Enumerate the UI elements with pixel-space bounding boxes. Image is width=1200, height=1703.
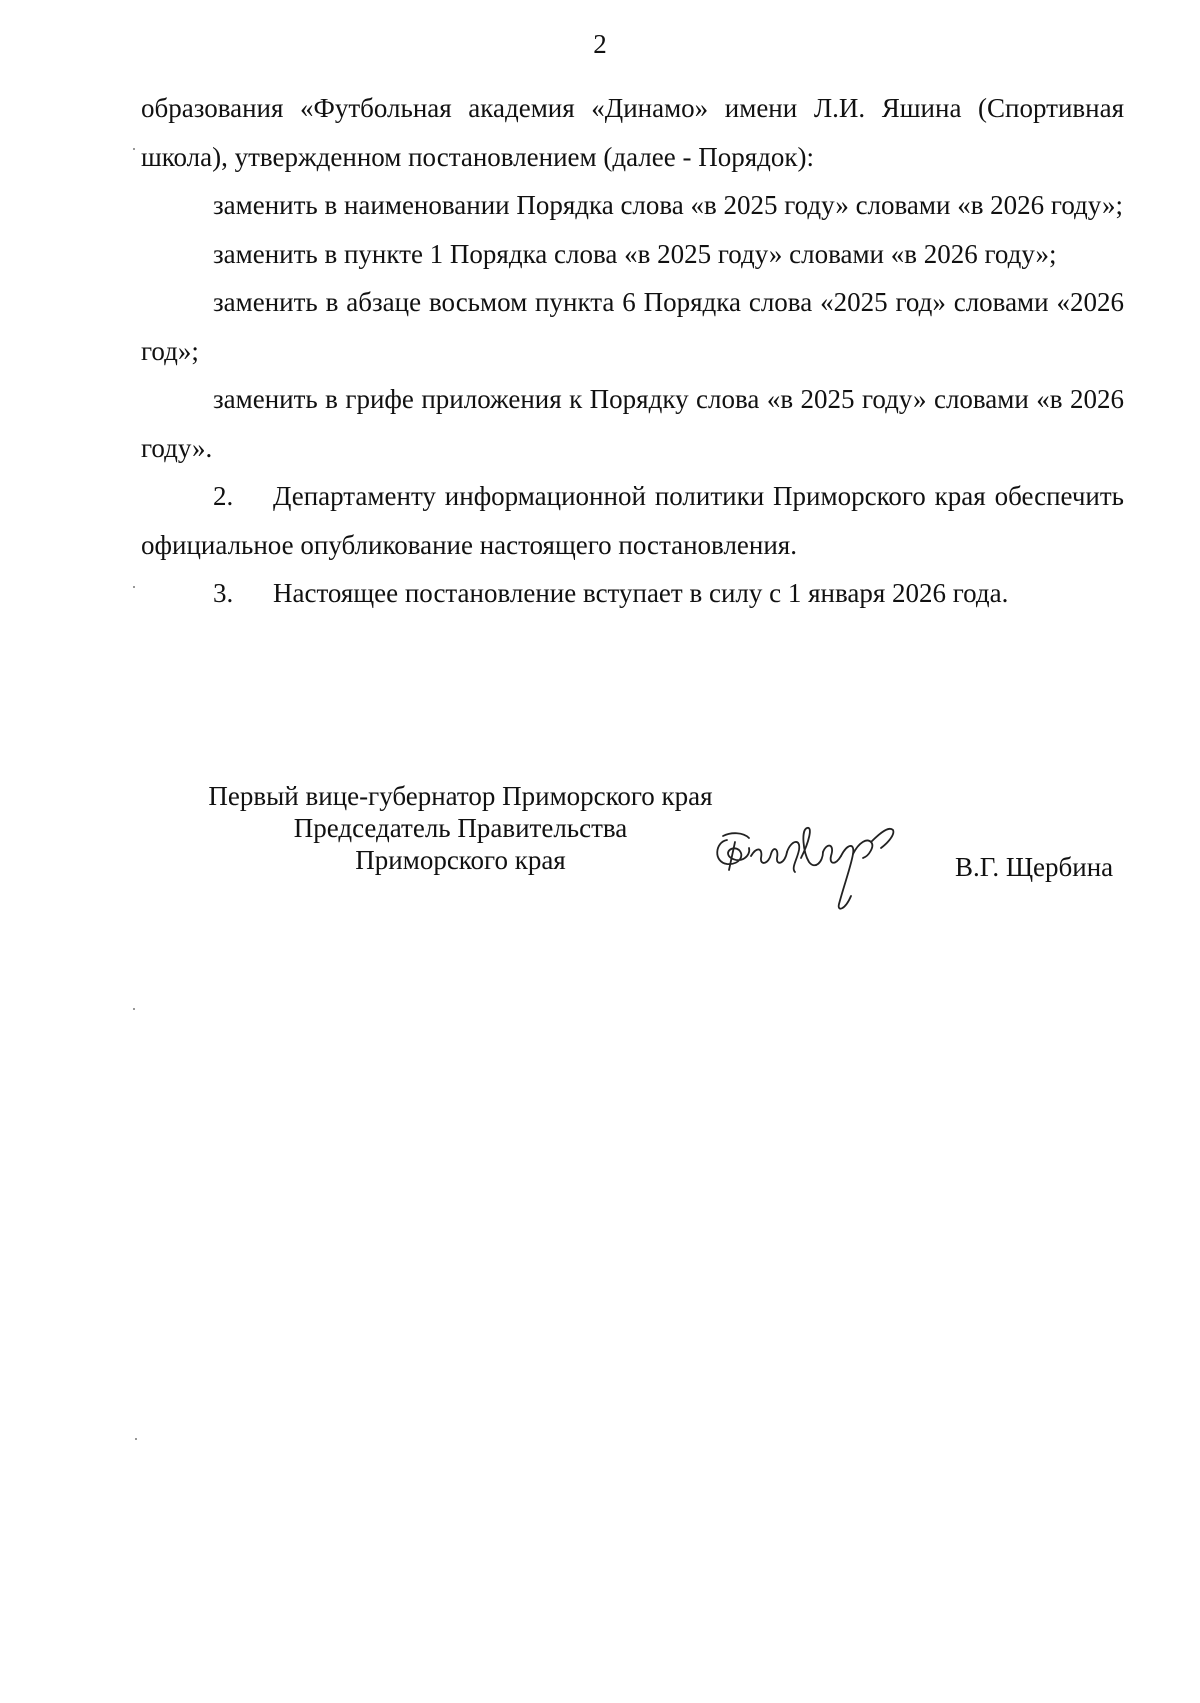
paragraph-amendment-title: заменить в наименовании Порядка слова «в 2025 году» словами «в 2026 году»; xyxy=(213,190,1123,220)
item-number: 2. xyxy=(213,481,234,511)
paragraph-amendment-appendix: заменить в грифе приложения к Порядку слова «в 2025 году» словами «в 2026 году». xyxy=(141,384,1124,463)
item-text: Настоящее постановление вступает в силу с 1 января 2026 года. xyxy=(273,578,1009,608)
scan-speck xyxy=(133,586,135,588)
numbered-item-2 xyxy=(141,472,1124,569)
paragraph-amendment-point-1: заменить в пункте 1 Порядка слова «в 2025 году» словами «в 2026 году»; xyxy=(213,238,1057,269)
page-number: 2 xyxy=(593,29,607,59)
numbered-item-3 xyxy=(141,569,1124,618)
scan-speck xyxy=(133,148,135,150)
item-text: Департаменту информационной политики Приморского края обеспечить официальное опубликование настоящего постановления. xyxy=(141,481,1124,560)
signer-name: В.Г. Щербина xyxy=(955,852,1114,882)
document-body xyxy=(141,84,1124,618)
signatory-position xyxy=(188,780,733,876)
paragraph-continuation: образования «Футбольная академия «Динамо» имени Л.И. Яшина (Спортивная школа), утвержденном постановлением (далее - Порядок): xyxy=(141,93,1124,172)
position-line: Приморского края xyxy=(355,845,566,875)
scan-speck xyxy=(135,1438,137,1440)
handwritten-signature-icon xyxy=(705,812,935,922)
position-line: Председатель Правительства xyxy=(293,813,628,843)
scan-speck xyxy=(133,1008,135,1010)
position-line: Первый вице-губернатор Приморского края xyxy=(208,781,713,811)
paragraph-amendment-point-6: заменить в абзаце восьмом пункта 6 Порядка слова «2025 год» словами «2026 год»; xyxy=(141,287,1124,366)
item-number: 3. xyxy=(213,578,234,608)
